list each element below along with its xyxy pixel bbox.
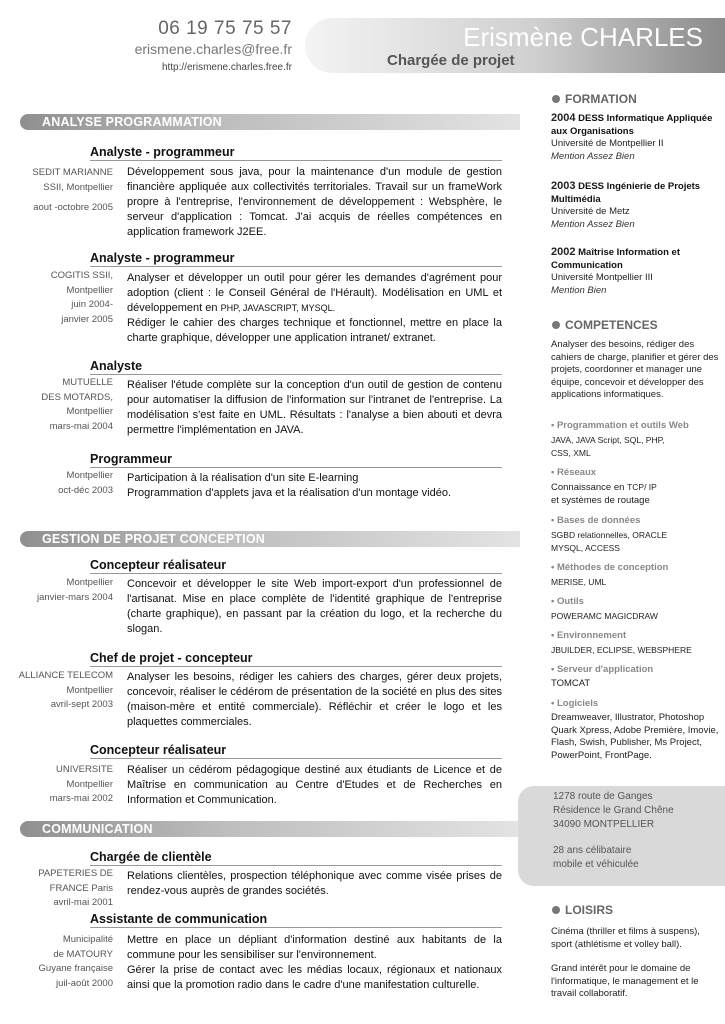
competence-label: • Méthodes de conception (551, 562, 669, 573)
job-description: Concevoir et développer le site Web import-export d'un professionnel de l'artisanat. Mise en place complète de l'identité graphique de l'entreprise (charte graphique), en passant par la création du logo, et la recherche du slogan. (127, 578, 502, 635)
job-description: Mettre en place un dépliant d'information destiné aux habitants de la commune pour les sensibiliser sur l'environnement. Gérer la prise de contact avec les médias locaux, régionaux et nationaux ainsi que la promotion radio dans le cadre d'une manifestation culturelle. (127, 934, 502, 991)
formation-item: 2004 DESS Informatique Appliquée aux Organisations Université de Montpellier II Mention Assez Bien (551, 112, 713, 162)
person-name: Erismène CHARLES (463, 22, 703, 52)
address: 1278 route de Ganges Résidence le Grand Chêne 34090 MONTPELLIER 28 ans célibataire mobile et véhiculée (553, 791, 674, 870)
job-description: Développement sous java, pour la maintenance d'un module de gestion financière appliquée aux collectivités territoriales. Travail sur un frameWork propre à l'entreprise, l'environnement de développement : Websphère, le serveur d'application : Tomcat. J'ai acquis de réelles compétences en application framework J2EE. (127, 166, 502, 238)
phone-number: 06 19 75 75 57 (158, 18, 292, 39)
job-meta: PAPETERIES DE FRANCE Paris avril-mai 2001 (38, 868, 113, 908)
bullet-icon (552, 906, 560, 914)
job-title: Concepteur réalisateur (90, 558, 227, 572)
job-description: Relations clientèles, prospection téléphonique avec comme visée prises de rendez-vous auprès de grandes sociétés. (127, 870, 502, 897)
job-title: Concepteur réalisateur (90, 743, 227, 757)
section-title: GESTION DE PROJET CONCEPTION (42, 532, 265, 546)
job-role: Chargée de projet (387, 52, 515, 69)
competence-value: Connaissance en TCP/ IP et systèmes de routage (551, 482, 657, 506)
divider (90, 374, 502, 375)
job-title: Chef de projet - concepteur (90, 651, 253, 665)
email-address[interactable]: erismene.charles@free.fr (134, 41, 292, 57)
divider (90, 266, 502, 267)
competence-value: Dreamweaver, Illustrator, Photoshop Quark Xpress, Adobe Première, Imovie, Flash, Swish, Publisher, Ms Project, PowerPoint, FrontPage. (551, 712, 719, 761)
competences-heading: COMPETENCES (552, 318, 658, 332)
divider (90, 467, 502, 468)
divider (90, 927, 502, 928)
competence-label: • Bases de données (551, 515, 641, 526)
divider (90, 758, 502, 759)
competence-value: JAVA, JAVA Script, SQL, PHP, CSS, XML (551, 435, 665, 458)
job-description: Réaliser un cédérom pédagogique destiné aux étudiants de Licence et de Maîtrise en communication au Centre d'Etudes et de Recherches en Information et Communication. (127, 764, 502, 806)
job-meta: Montpellier janvier-mars 2004 (36, 577, 113, 603)
divider (90, 865, 502, 866)
competence-label: • Outils (551, 596, 584, 607)
divider (90, 573, 502, 574)
formation-item: 2002 Maîtrise Information et Communication Université Montpellier III Mention Bien (551, 246, 680, 296)
job-title: Analyste - programmeur (90, 145, 235, 159)
job-meta: MUTUELLE DES MOTARDS, Montpellier mars-mai 2004 (41, 377, 113, 432)
job-description: Participation à la réalisation d'un site E-learning Programmation d'applets java et la réalisation d'un montage vidéo. (127, 472, 452, 499)
divider (90, 160, 502, 161)
bullet-icon (552, 95, 560, 103)
section-bar-gestion (20, 531, 520, 547)
competence-label: • Programmation et outils Web (551, 420, 689, 431)
job-meta: Montpellier oct-déc 2003 (58, 470, 113, 496)
section-title: COMMUNICATION (42, 822, 153, 836)
job-meta: UNIVERSITE Montpellier mars-mai 2002 (49, 764, 113, 804)
formation-heading: FORMATION (552, 92, 637, 106)
competence-value: TOMCAT (551, 678, 591, 689)
job-meta: SEDIT MARIANNE SSII, Montpellier aout -octobre 2005 (32, 167, 113, 213)
job-title: Analyste - programmeur (90, 251, 235, 265)
competence-value: JBUILDER, ECLIPSE, WEBSPHERE (551, 645, 692, 655)
competence-value: SGBD relationnelles, ORACLE MYSQL, ACCESS (551, 530, 668, 553)
job-description: Analyser et développer un outil pour gérer les demandes d'agrément pour adoption (client : le Conseil Général de l'Hérault). Modélisation en UML et développement en PHP, JAVASCRIPT, MYSQL. Rédiger le cahier des charges technique et fonctionnel, mettre en place la charte graphique, développer une application intranet/ extranet. (127, 272, 502, 344)
competence-label: • Logiciels (551, 698, 599, 709)
section-bar-communication (20, 821, 520, 837)
competences-intro: Analyser des besoins, rédiger des cahiers de charge, planifier et gérer des projets, coordonner et manager une équipe, concevoir et développer des applications informatiques. (551, 339, 719, 400)
section-title: ANALYSE PROGRAMMATION (42, 115, 222, 129)
job-title: Analyste (90, 359, 143, 373)
job-title: Assistante de communication (90, 912, 268, 926)
divider (90, 666, 502, 667)
job-title: Programmeur (90, 452, 172, 466)
job-meta: ALLIANCE TELECOM Montpellier avril-sept 2003 (18, 670, 113, 710)
loisirs-text: Cinéma (thriller et films à suspens), sport (athlétisme et volley ball). Grand intérêt pour le domaine de l'informatique, le management et le travail collaboratif. (551, 926, 700, 999)
competence-label: • Environnement (551, 630, 627, 641)
job-title: Chargée de clientèle (90, 850, 212, 864)
job-meta: Municipalité de MATOURY Guyane française juil-août 2000 (38, 934, 113, 989)
competence-value: POWERAMC MAGICDRAW (551, 611, 658, 621)
competence-value: MERISE, UML (551, 577, 607, 587)
section-bar-analyse (20, 114, 520, 130)
competence-label: • Réseaux (551, 467, 597, 478)
loisirs-heading: LOISIRS (552, 903, 613, 917)
job-description: Analyser les besoins, rédiger les cahiers des charges, gérer deux projets, concevoir, réaliser le cédérom de présentation de la société en plus des sites (maison-mère et entité commerciale). Réfléchir et créer le logo et les plaquettes commerciales. (127, 671, 502, 728)
job-description: Réaliser l'étude complète sur la conception d'un outil de gestion de contenu pour automatiser la diffusion de l'information sur l'intranet de l'entreprise. La modélisation s'est faite en UML. Résultats : l'analyse a bien abouti et devra permettre l'implémentation en JAVA. (127, 379, 502, 436)
website-url[interactable]: http://erismene.charles.free.fr (161, 62, 292, 73)
job-meta: COGITIS SSII, Montpellier juin 2004- janvier 2005 (50, 270, 113, 325)
formation-item: 2003 DESS Ingénierie de Projets Multimédia Université de Metz Mention Assez Bien (551, 180, 701, 230)
competence-label: • Serveur d'application (551, 664, 654, 675)
bullet-icon (552, 321, 560, 329)
